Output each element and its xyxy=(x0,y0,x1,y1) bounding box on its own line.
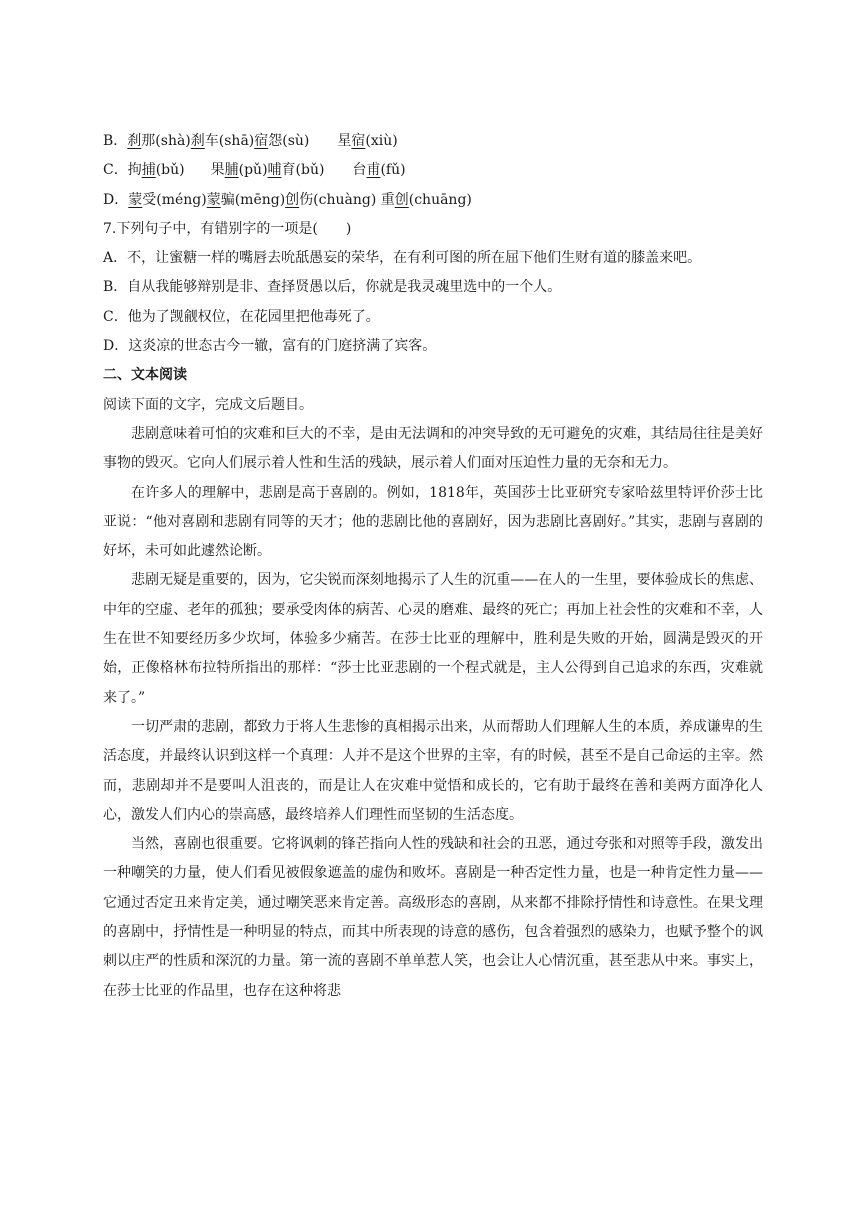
passage-paragraph-4: 一切严肃的悲剧，都致力于将人生悲惨的真相揭示出来，从而帮助人们理解人生的本质，养成谦卑的生活态度，并最终认识到这样一个真理：人并不是这个世界的主宰，有的时候，甚至不是自己命运的主宰。然而，悲剧却并不是要叫人沮丧的，而是让人在灾难中觉悟和成长的，它有助于最终在善和美两方面净化人心，激发人们内心的崇高感，最终培养人们理性而坚韧的生活态度。 xyxy=(103,718,763,823)
question-text: ) xyxy=(345,220,352,237)
option-6c xyxy=(103,156,763,185)
option-text: 骗(mēng) xyxy=(220,191,286,208)
underlined-char: 创 xyxy=(285,191,300,208)
option-label: D． xyxy=(103,191,129,208)
underlined-char: 哺 xyxy=(267,162,282,179)
passage-paragraph-2: 在许多人的理解中，悲剧是高于喜剧的。例如，1818年，英国莎士比亚研究专家哈兹里特评价莎士比亚说：“他对喜剧和悲剧有同等的天才；他的悲剧比他的喜剧好，因为悲剧比喜剧好。”其实，悲剧与喜剧的好坏，未可如此遽然论断。 xyxy=(103,484,763,560)
option-text: 重 xyxy=(380,191,395,208)
option-text: 拘 xyxy=(127,162,142,179)
passage-paragraph-1: 悲剧意味着可怕的灾难和巨大的不幸，是由无法调和的冲突导致的无可避免的灾难，其结局往往是美好事物的毁灭。它向人们展示着人性和生活的残缺，展示着人们面对压迫性力量的无奈和无力。 xyxy=(103,425,763,472)
passage-paragraph-5: 当然，喜剧也很重要。它将讽刺的锋芒指向人性的残缺和社会的丑恶，通过夸张和对照等手段，激发出一种嘲笑的力量，使人们看见被假象遮盖的虚伪和败坏。喜剧是一种否定性力量，也是一种肯定性力量——它通过否定丑来肯定美，通过嘲笑恶来肯定善。高级形态的喜剧，从来都不排除抒情性和诗意性。在果戈理的喜剧中，抒情性是一种明显的特点，而其中所表现的诗意的感伤，包含着强烈的感染力，也赋予整个的讽刺以庄严的性质和深沉的力量。第一流的喜剧不单单惹人笑，也会让人心情沉重，甚至悲从中来。事实上，在莎士比亚的作品里，也存在这种将悲 xyxy=(103,836,763,999)
underlined-char: 宿 xyxy=(254,133,269,149)
option-text: 那(shà) xyxy=(141,133,191,149)
option-7a: A．不，让蜜糖一样的嘴唇去吮舐愚妄的荣华，在有利可图的所在屈下他们生财有道的膝盖来吧。 xyxy=(103,250,702,267)
option-7c: C．他为了觊觎权位，在花园里把他毒死了。 xyxy=(103,308,380,325)
option-text: 果 xyxy=(210,162,225,179)
option-text: 受(méng) xyxy=(142,191,207,208)
reading-instruction: 阅读下面的文字，完成文后题目。 xyxy=(103,396,313,413)
option-7b: B．自从我能够辩别是非、查择贤愚以后，你就是我灵魂里选中的一个人。 xyxy=(103,279,562,296)
option-text: 台 xyxy=(352,162,367,179)
underlined-char: 蒙 xyxy=(206,191,221,208)
option-6b xyxy=(103,127,763,156)
option-text: 伤(chuàng) xyxy=(299,191,377,208)
option-text: 车(shā) xyxy=(204,133,255,149)
underlined-char: 甫 xyxy=(366,162,381,179)
passage-paragraph-3: 悲剧无疑是重要的，因为，它尖锐而深刻地揭示了人生的沉重——在人的一生里，要体验成长的焦虑、中年的空虚、老年的孤独；要承受肉体的病苦、心灵的磨难、最终的死亡；再加上社会性的灾难和不幸，人生在世不知要经历多少坎坷，体验多少痛苦。在莎士比亚的理解中，胜利是失败的开始，圆满是毁灭的开始，正像格林布拉特所指出的那样：“莎士比亚悲剧的一个程式就是，主人公得到自己追求的东西，灾难就来了。” xyxy=(103,572,763,706)
section-heading: 二、文本阅读 xyxy=(103,367,187,384)
page-content xyxy=(103,127,763,1006)
option-7d: D．这炎凉的世态古今一辙，富有的门庭挤满了宾客。 xyxy=(103,338,437,355)
option-text: 星 xyxy=(337,133,352,149)
underlined-char: 蒙 xyxy=(128,191,143,208)
underlined-char: 脯 xyxy=(224,162,239,179)
option-text: (xiù) xyxy=(365,133,398,149)
option-label: B． xyxy=(103,133,128,149)
question-text: 7.下列句子中，有错别字的一项是( xyxy=(103,220,318,237)
option-text: 怨(sù) xyxy=(268,133,310,149)
option-label: C． xyxy=(103,162,128,179)
option-text: (fǔ) xyxy=(380,162,406,179)
option-6d xyxy=(103,186,763,215)
underlined-char: 宿 xyxy=(351,133,366,149)
option-text: (bǔ) xyxy=(155,162,185,179)
underlined-char: 捕 xyxy=(141,162,156,179)
underlined-char: 刹 xyxy=(127,133,142,149)
question-7-stem xyxy=(103,215,763,244)
option-text: 育(bǔ) xyxy=(281,162,325,179)
underlined-char: 创 xyxy=(394,191,409,208)
option-text: (pǔ) xyxy=(238,162,268,179)
option-text: (chuāng) xyxy=(408,191,472,208)
underlined-char: 刹 xyxy=(190,133,205,149)
